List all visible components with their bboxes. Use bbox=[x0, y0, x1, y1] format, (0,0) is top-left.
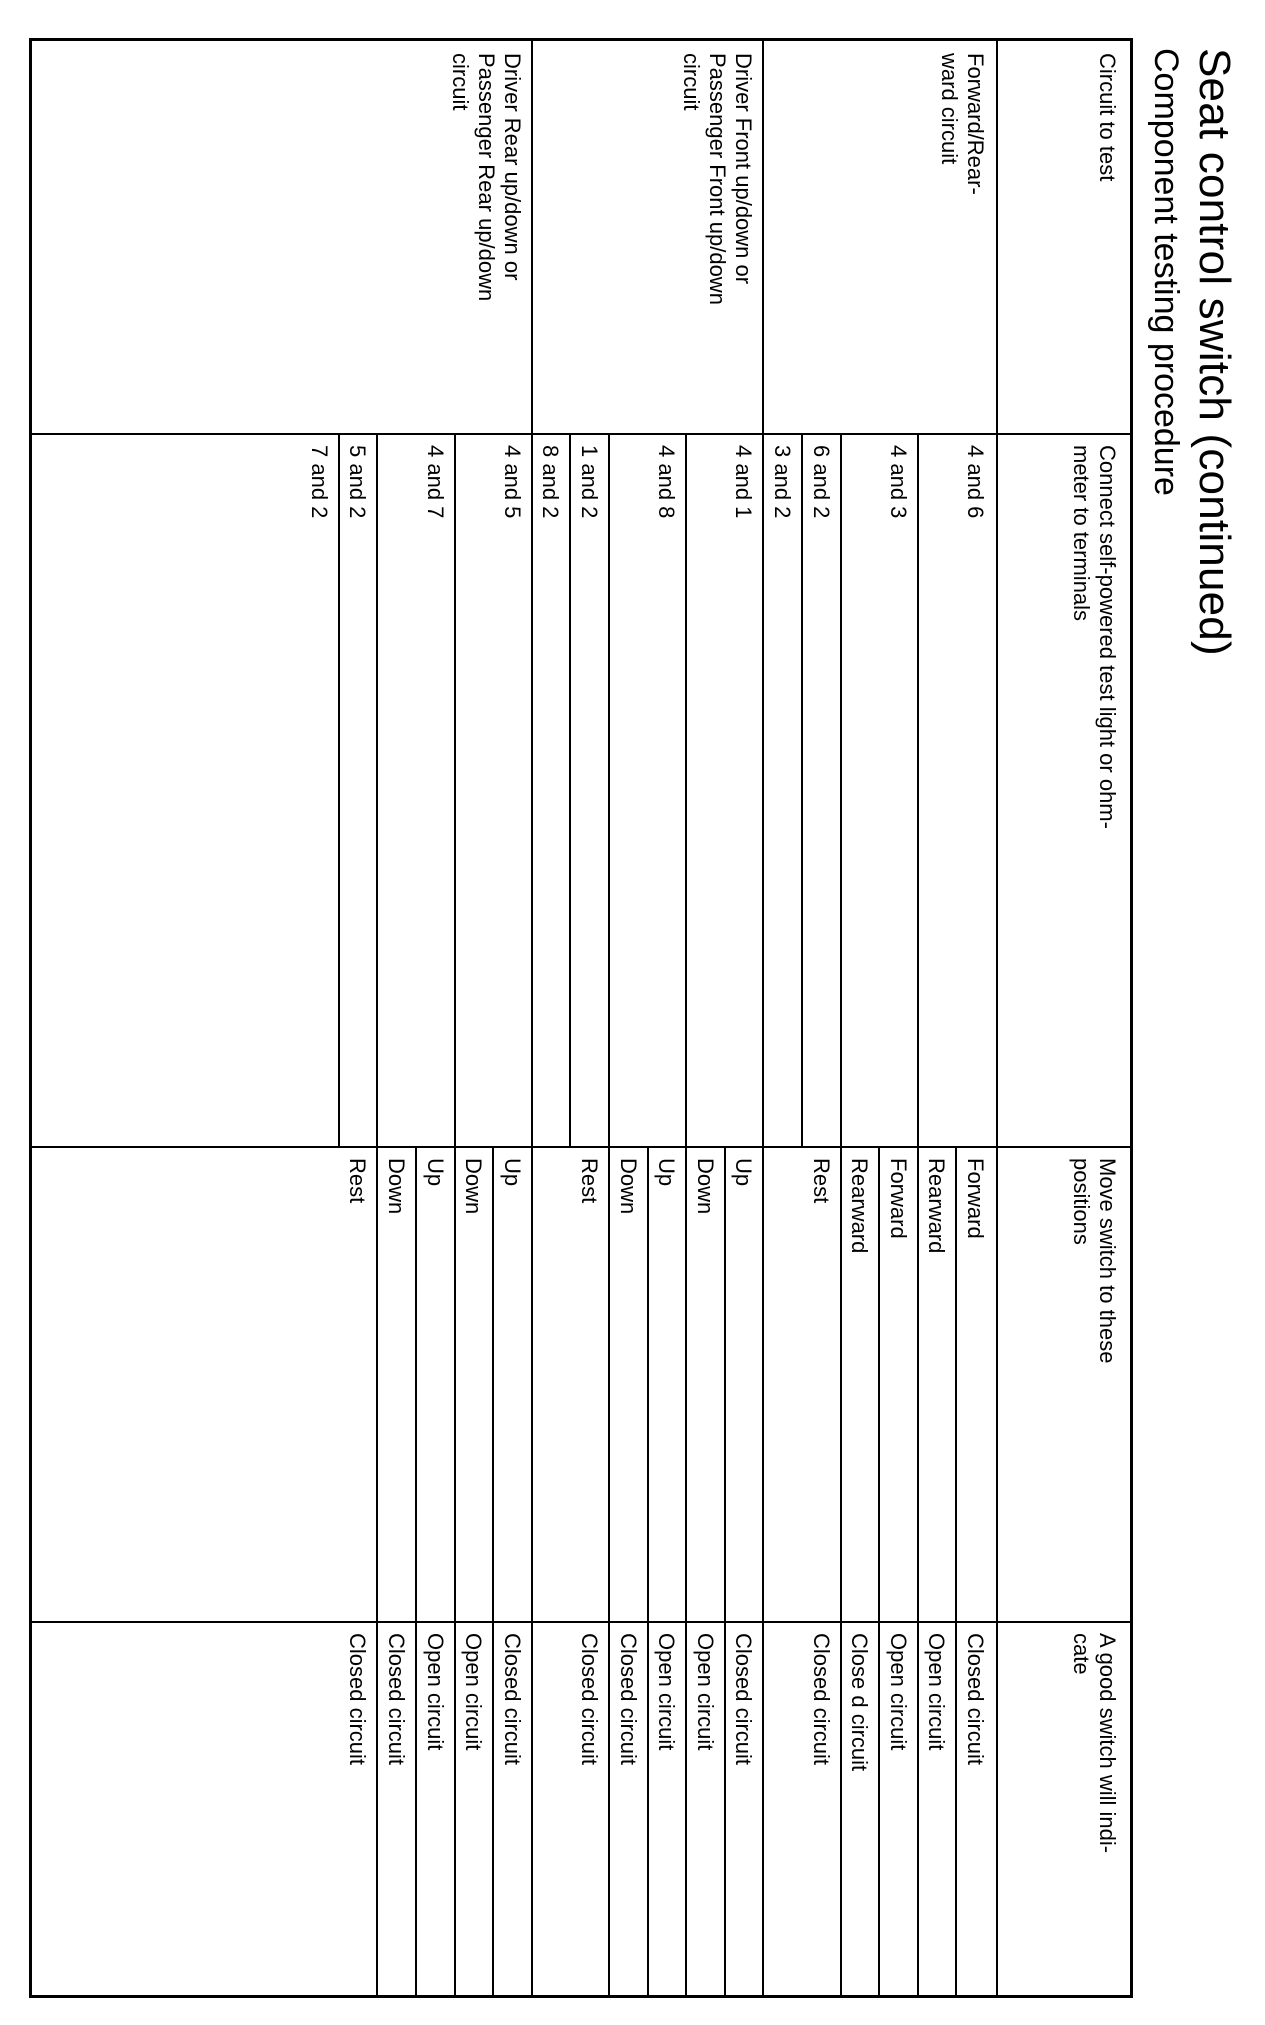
header-circuit-to-test: Circuit to test bbox=[1095, 53, 1120, 182]
row-divider bbox=[569, 433, 571, 1146]
circuit-label: Driver Front up/down or Passenger Front up/down circuit bbox=[679, 53, 757, 305]
terminals-cell: 1 and 2 bbox=[577, 445, 602, 519]
column-divider bbox=[32, 1146, 1130, 1148]
row-divider bbox=[840, 433, 842, 1995]
group-divider bbox=[531, 41, 533, 1995]
position-cell: Up bbox=[499, 1158, 525, 1187]
result-cell: Closed circuit bbox=[808, 1633, 834, 1766]
position-cell: Rest bbox=[808, 1158, 834, 1204]
terminals-cell: 3 and 2 bbox=[770, 445, 795, 519]
position-cell: Rearward bbox=[847, 1158, 873, 1254]
result-cell: Closed circuit bbox=[345, 1633, 371, 1766]
page-subtitle: Component testing procedure bbox=[1147, 48, 1185, 496]
terminals-cell: 4 and 7 bbox=[422, 445, 448, 519]
circuit-label: Driver Rear up/down or Passenger Rear up/down circuit bbox=[447, 53, 525, 302]
position-cell: Down bbox=[692, 1158, 718, 1215]
position-cell: Rest bbox=[577, 1158, 602, 1204]
result-cell: Open circuit bbox=[461, 1633, 487, 1751]
result-cell: Open circuit bbox=[885, 1633, 911, 1751]
row-divider bbox=[415, 1146, 417, 1995]
terminals-cell: 8 and 2 bbox=[538, 445, 564, 519]
result-cell: Closed circuit bbox=[731, 1633, 757, 1766]
position-cell: Down bbox=[615, 1158, 641, 1215]
row-divider bbox=[955, 1146, 957, 1995]
row-divider bbox=[338, 433, 340, 1146]
row-divider bbox=[685, 433, 687, 1995]
header-divider bbox=[996, 41, 998, 1995]
terminals-cell: 4 and 8 bbox=[654, 445, 680, 519]
position-cell: Up bbox=[731, 1158, 757, 1187]
position-cell: Rearward bbox=[924, 1158, 950, 1254]
header-good-switch: A good switch will indi- cate bbox=[1069, 1633, 1120, 1854]
column-divider bbox=[32, 433, 1130, 435]
row-divider bbox=[608, 433, 610, 1995]
position-cell: Rest bbox=[345, 1158, 371, 1204]
terminals-cell: 5 and 2 bbox=[345, 445, 371, 519]
row-divider bbox=[917, 433, 919, 1995]
terminals-cell: 4 and 5 bbox=[499, 445, 525, 519]
position-cell: Up bbox=[654, 1158, 680, 1187]
circuit-label: Forward/Rear- ward circuit bbox=[937, 53, 988, 195]
result-cell: Closed circuit bbox=[963, 1633, 988, 1766]
result-cell: Open circuit bbox=[654, 1633, 680, 1751]
page-title: Seat control switch (continued) bbox=[1190, 48, 1239, 656]
result-cell: Closed circuit bbox=[615, 1633, 641, 1766]
result-cell: Closed circuit bbox=[577, 1633, 602, 1766]
row-divider bbox=[647, 1146, 649, 1995]
column-divider bbox=[32, 1621, 1130, 1623]
row-divider bbox=[878, 1146, 880, 1995]
terminals-cell: 7 and 2 bbox=[306, 445, 332, 519]
result-cell: Open circuit bbox=[422, 1633, 448, 1751]
terminals-cell: 6 and 2 bbox=[808, 445, 834, 519]
position-cell: Forward bbox=[885, 1158, 911, 1239]
row-divider bbox=[492, 1146, 494, 1995]
position-cell: Down bbox=[384, 1158, 409, 1215]
row-divider bbox=[724, 1146, 726, 1995]
result-cell: Open circuit bbox=[692, 1633, 718, 1751]
row-divider bbox=[454, 433, 456, 1995]
result-cell: Closed circuit bbox=[499, 1633, 525, 1766]
row-divider bbox=[801, 433, 803, 1146]
position-cell: Forward bbox=[963, 1158, 988, 1239]
result-cell: Closed circuit bbox=[384, 1633, 409, 1766]
terminals-cell: 4 and 3 bbox=[885, 445, 911, 519]
header-move-switch: Move switch to these positions bbox=[1069, 1158, 1120, 1364]
group-divider bbox=[762, 41, 764, 1995]
component-testing-table bbox=[29, 38, 1133, 1998]
position-cell: Up bbox=[422, 1158, 448, 1187]
position-cell: Down bbox=[461, 1158, 487, 1215]
header-connect-terminals: Connect self-powered test light or ohm- meter to terminals bbox=[1069, 445, 1120, 829]
row-divider bbox=[376, 433, 378, 1995]
result-cell: Close d circuit bbox=[847, 1633, 873, 1772]
result-cell: Open circuit bbox=[924, 1633, 950, 1751]
terminals-cell: 4 and 1 bbox=[731, 445, 757, 519]
terminals-cell: 4 and 6 bbox=[963, 445, 988, 519]
